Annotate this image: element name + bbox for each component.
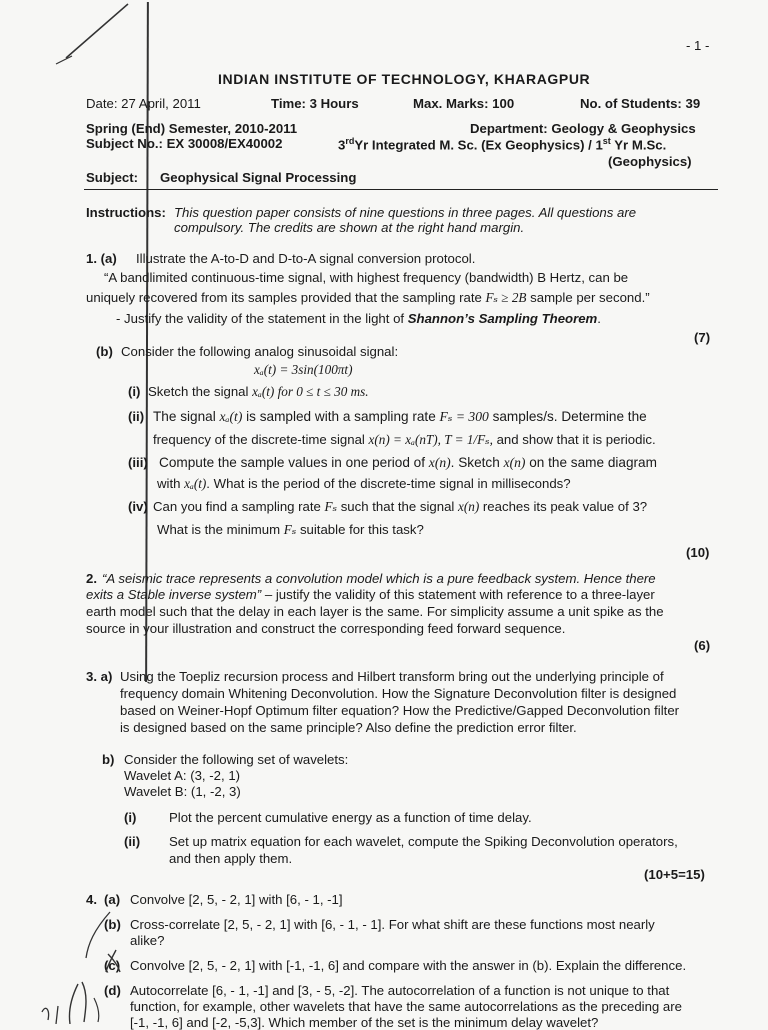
q1b-ii-line2: frequency of the discrete-time signal x(n) = xₐ(nT), T = 1/Fₛ, and show that it is periodic.	[153, 432, 656, 447]
pen-stroke-topleft	[0, 0, 150, 70]
q1b-iii-line2: with xₐ(t). What is the period of the discrete-time signal in milliseconds?	[157, 476, 571, 491]
q4d-line2: function, for example, other wavelets that have the same autocorrelations as the preceding are	[130, 999, 682, 1014]
q3b-wavelet-a: Wavelet A: (3, -2, 1)	[124, 768, 241, 783]
subject-value: Geophysical Signal Processing	[160, 170, 357, 185]
q4a-label: (a)	[104, 892, 121, 907]
q2-line1: “A seismic trace represents a convolution model which is a pure feedback system. Hence there	[102, 571, 656, 586]
q3b-ii-number: (ii)	[124, 834, 141, 849]
q1b-i-text: Sketch the signal xₐ(t) for 0 ≤ t ≤ 30 ms.	[148, 384, 369, 399]
q4b-line1: Cross-correlate [2, 5, - 2, 1] with [6, - 1, - 1]. For what shift are these functions most nearly	[130, 917, 655, 932]
q1b-iii-line1: Compute the sample values in one period of x(n). Sketch x(n) on the same diagram	[159, 455, 657, 470]
instructions-line2: compulsory. The credits are shown at the right hand margin.	[174, 220, 525, 235]
q2-line3: earth model such that the delay in each layer is the same. For simplicity assume a unit spike as the	[86, 604, 664, 619]
q1a-line1: Illustrate the A-to-D and D-to-A signal conversion protocol.	[136, 251, 476, 266]
subject-number: Subject No.: EX 30008/EX40002	[86, 136, 283, 151]
q3b-i-number: (i)	[124, 810, 137, 825]
q1a-line3: uniquely recovered from its samples provided that the sampling rate Fₛ ≥ 2B sample per second.”	[86, 290, 650, 305]
q4d-label: (d)	[104, 983, 121, 998]
q3a-line2: frequency domain Whitening Deconvolution. How the Signature Deconvolution filter is designed	[120, 686, 677, 701]
q2-line4: source in your illustration and construct the corresponding feed forward sequence.	[86, 621, 566, 636]
subject-label: Subject:	[86, 170, 139, 185]
q1b-ii-line1: The signal xₐ(t) is sampled with a sampling rate Fₛ = 300 samples/s. Determine the	[153, 409, 647, 424]
max-marks: Max. Marks: 100	[413, 96, 515, 111]
q1a-number: 1. (a)	[86, 251, 117, 266]
q1b-equation: xₐ(t) = 3sin(100πt)	[254, 362, 353, 377]
q3b-ii-line2: and then apply them.	[169, 851, 293, 866]
q1b-line1: Consider the following analog sinusoidal signal:	[121, 344, 399, 359]
q3b-line1: Consider the following set of wavelets:	[124, 752, 349, 767]
q1a-line4: - Justify the validity of the statement in the light of Shannon’s Sampling Theorem.	[116, 311, 601, 326]
q1b-ii-number: (ii)	[128, 409, 145, 424]
q4b-line2: alike?	[130, 933, 165, 948]
instructions-label: Instructions:	[86, 205, 166, 220]
q2-marks: (6)	[694, 638, 711, 653]
department: Department: Geology & Geophysics	[470, 121, 696, 136]
q4-number: 4.	[86, 892, 97, 907]
program: 3rdYr Integrated M. Sc. (Ex Geophysics) / 1st Yr M.Sc.	[338, 136, 667, 153]
q2-number: 2.	[86, 571, 97, 586]
q3a-number: 3. a)	[86, 669, 113, 684]
q3b-number: b)	[102, 752, 115, 767]
q4d-line3: [-1, -1, 6] and [-2, -5,3]. Which member of the set is the minimum delay wavelet?	[130, 1015, 599, 1030]
page-number: - 1 -	[686, 38, 710, 53]
q1b-i-number: (i)	[128, 384, 141, 399]
q4c-label: (c)	[104, 958, 121, 973]
q1b-marks: (10)	[686, 545, 710, 560]
q4d-line1: Autocorrelate [6, - 1, -1] and [3, - 5, -2]. The autocorrelation of a function is not unique to that	[130, 983, 670, 998]
q2-line2: exits a Stable inverse system” – justify the validity of this statement with reference to a three-layer	[86, 587, 655, 602]
q3a-line1: Using the Toepliz recursion process and Hilbert transform bring out the underlying principle of	[120, 669, 664, 684]
q1b-iii-number: (iii)	[128, 455, 148, 470]
no-of-students: No. of Students: 39	[580, 96, 701, 111]
handwritten-scribble	[28, 900, 128, 1024]
q3-marks: (10+5=15)	[644, 867, 705, 882]
q3a-line3: based on Weiner-Hopf Optimum filter equation? How the Predictive/Gapped Deconvolution filter	[120, 703, 680, 718]
semester: Spring (End) Semester, 2010-2011	[86, 121, 298, 136]
q1a-line2: “A bandlimited continuous-time signal, with highest frequency (bandwidth) B Hertz, can be	[104, 270, 629, 285]
q4a-text: Convolve [2, 5, - 2, 1] with [6, - 1, -1]	[130, 892, 343, 907]
q3b-wavelet-b: Wavelet B: (1, -2, 3)	[124, 784, 241, 799]
header-divider	[84, 189, 718, 190]
exam-time: Time: 3 Hours	[271, 96, 359, 111]
exam-date: Date: 27 April, 2011	[86, 96, 201, 111]
q3b-ii-line1: Set up matrix equation for each wavelet, compute the Spiking Deconvolution operators,	[169, 834, 678, 849]
q1a-marks: (7)	[694, 330, 711, 345]
q4b-label: (b)	[104, 917, 121, 932]
q1b-iv-line1: Can you find a sampling rate Fₛ such that the signal x(n) reaches its peak value of 3?	[153, 499, 648, 514]
institute-title: INDIAN INSTITUTE OF TECHNOLOGY, KHARAGPUR	[218, 71, 591, 87]
q1b-number: (b)	[96, 344, 113, 359]
q3b-i-text: Plot the percent cumulative energy as a function of time delay.	[169, 810, 532, 825]
q1b-iv-number: (iv)	[128, 499, 148, 514]
instructions-line1: This question paper consists of nine questions in three pages. All questions are	[174, 205, 637, 220]
program-line2: (Geophysics)	[608, 154, 692, 169]
q4c-text: Convolve [2, 5, - 2, 1] with [-1, -1, 6] and compare with the answer in (b). Explain the difference.	[130, 958, 687, 973]
q1b-iv-line2: What is the minimum Fₛ suitable for this task?	[157, 522, 424, 537]
q3a-line4: is designed based on the same principle? Also define the prediction error filter.	[120, 720, 577, 735]
